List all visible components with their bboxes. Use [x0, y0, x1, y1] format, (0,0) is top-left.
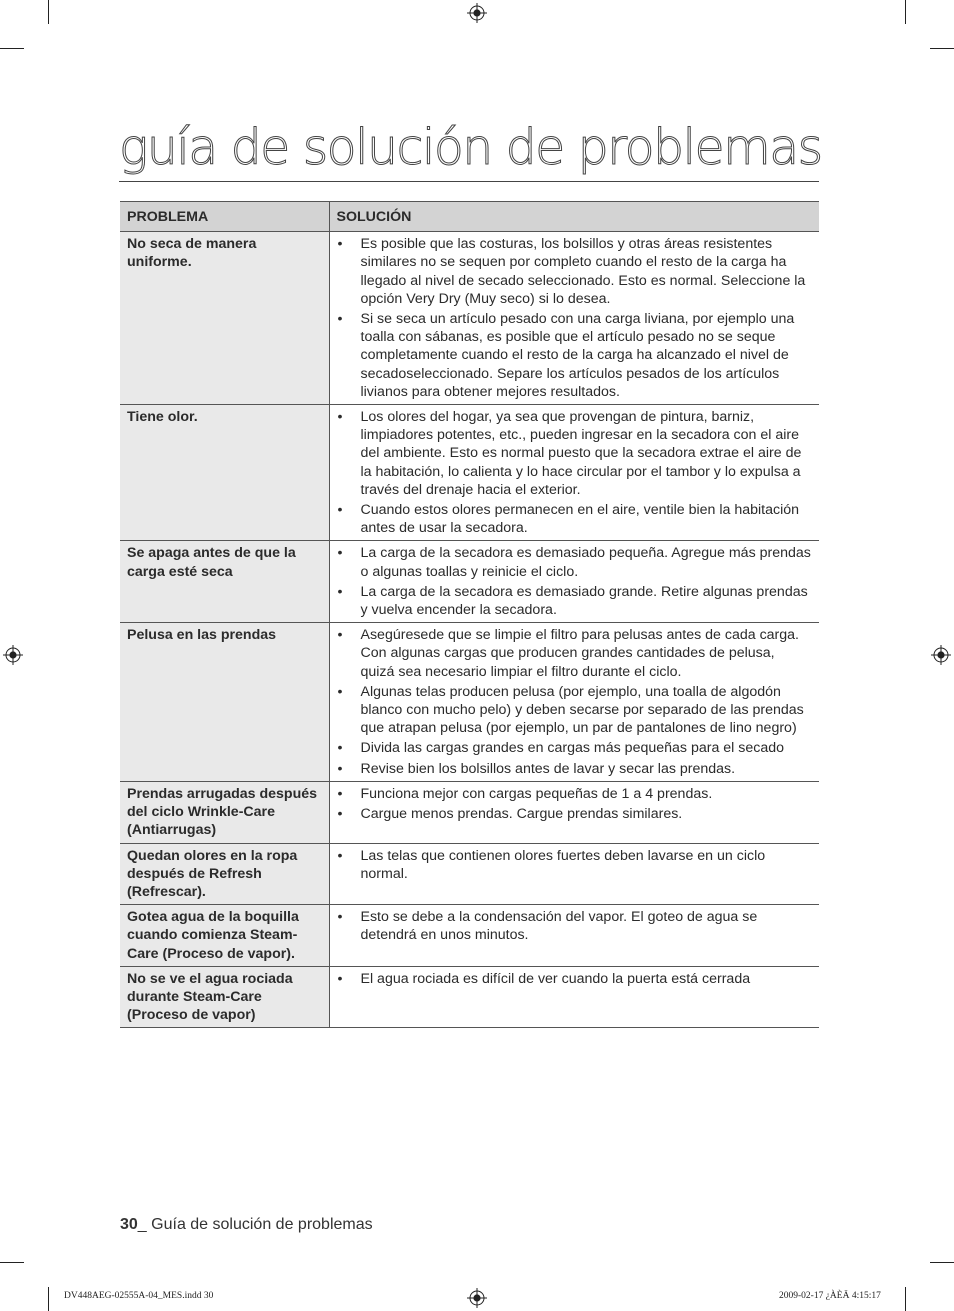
solution-item: • Revise bien los bolsillos antes de lavar y secar las prendas.: [337, 760, 813, 778]
page-title: guía de solución de problemas: [119, 119, 822, 176]
solution-item: • Es posible que las costuras, los bolsillos y otras áreas resistentes similares no se sequen por completo cuando el resto de la carga ha llegado al nivel de secado seleccionado. Esto es normal. Seleccione la opción Very Dry (Muy seco) si lo desea.: [337, 235, 813, 308]
solution-item: • Si se seca un artículo pesado con una carga liviana, por ejemplo una toalla con sábanas, es posible que el artículo pesado no se seque completamente cuando el resto de la carga ha alcanzado el nivel de secadoseleccionado. Separe los artículos pesados de los artículos livianos para obtener mejores resultados.: [337, 310, 813, 401]
problem-cell: No se ve el agua rociada durante Steam-Care (Proceso de vapor): [120, 966, 329, 1028]
crop-mark: [930, 1262, 954, 1263]
footer-section: Guía de solución de problemas: [146, 1216, 373, 1233]
solution-list: [337, 544, 813, 619]
solution-list: [337, 235, 813, 401]
solution-item: • Cargue menos prendas. Cargue prendas similares.: [337, 805, 813, 823]
table-header-row: [120, 202, 819, 232]
solution-list: [337, 785, 813, 823]
solution-cell: [329, 405, 819, 541]
registration-mark-icon: [3, 645, 23, 665]
solution-list: [337, 847, 813, 883]
solution-list: [337, 408, 813, 537]
solution-cell: [329, 623, 819, 782]
solution-cell: [329, 781, 819, 843]
crop-mark: [905, 0, 906, 24]
solution-cell: [329, 541, 819, 623]
solution-item: • El agua rociada es difícil de ver cuando la puerta está cerrada: [337, 970, 813, 988]
page-footer: [120, 1216, 373, 1234]
print-slug-timestamp: 2009-02-17 ¿ÀÈÄ 4:15:17: [779, 1291, 881, 1301]
crop-mark: [930, 48, 954, 49]
registration-mark-icon: [931, 645, 951, 665]
table-row: [120, 623, 819, 782]
troubleshooting-table: [120, 201, 819, 1028]
table-row: [120, 966, 819, 1028]
solution-list: [337, 626, 813, 778]
registration-mark-icon: [467, 1288, 487, 1308]
problem-cell: Pelusa en las prendas: [120, 623, 329, 782]
solution-item: • Las telas que contienen olores fuertes deben lavarse en un ciclo normal.: [337, 847, 813, 883]
print-slug-file: DV448AEG-02555A-04_MES.indd 30: [64, 1291, 214, 1301]
table-row: [120, 781, 819, 843]
table-body: [120, 232, 819, 1028]
solution-item: • Cuando estos olores permanecen en el aire, ventile bien la habitación antes de usar la secadora.: [337, 501, 813, 537]
footer-separator: _: [137, 1216, 147, 1233]
solution-cell: [329, 843, 819, 905]
problem-cell: Prendas arrugadas después del ciclo Wrinkle-Care (Antiarrugas): [120, 781, 329, 843]
table-row: [120, 843, 819, 905]
title-underline: [119, 181, 819, 182]
problem-cell: Se apaga antes de que la carga esté seca: [120, 541, 329, 623]
solution-item: • Funciona mejor con cargas pequeñas de 1 a 4 prendas.: [337, 785, 813, 803]
crop-mark: [905, 1287, 906, 1311]
header-problem: PROBLEMA: [120, 202, 329, 232]
solution-cell: [329, 232, 819, 405]
solution-list: [337, 970, 813, 988]
solution-item: • Los olores del hogar, ya sea que provengan de pintura, barniz, limpiadores potentes, etc., pueden ingresar en la secadora con el aire del ambiente. Esto es normal puesto que la secadora extrae el aire de la habitación, lo calienta y lo hace circular por el tambor y lo expulsa a través del drenaje hacia el exterior.: [337, 408, 813, 499]
header-solution: SOLUCIÓN: [329, 202, 819, 232]
solution-item: • Esto se debe a la condensación del vapor. El goteo de agua se detendrá en unos minutos.: [337, 908, 813, 944]
table-row: [120, 232, 819, 405]
problem-cell: Gotea agua de la boquilla cuando comienza Steam-Care (Proceso de vapor).: [120, 905, 329, 967]
problem-cell: Quedan olores en la ropa después de Refresh (Refrescar).: [120, 843, 329, 905]
table-row: [120, 405, 819, 541]
page-number: 30: [120, 1216, 138, 1233]
problem-cell: Tiene olor.: [120, 405, 329, 541]
crop-mark: [48, 1287, 49, 1311]
solution-item: • Asegúresede que se limpie el filtro para pelusas antes de cada carga. Con algunas cargas que producen grandes cantidades de pelusa, quizá sea necesario limpiar el filtro durante el ciclo.: [337, 626, 813, 681]
solution-cell: [329, 966, 819, 1028]
registration-mark-icon: [467, 3, 487, 23]
table-row: [120, 905, 819, 967]
crop-mark: [48, 0, 49, 24]
solution-cell: [329, 905, 819, 967]
table-row: [120, 541, 819, 623]
crop-mark: [0, 48, 24, 49]
solution-item: • Algunas telas producen pelusa (por ejemplo, una toalla de algodón blanco con mucho pelo) y deben secarse por separado de las prendas que atrapan pelusa (por ejemplo, un par de pantalones de lino negro): [337, 683, 813, 738]
crop-mark: [0, 1262, 24, 1263]
problem-cell: No seca de manera uniforme.: [120, 232, 329, 405]
solution-list: [337, 908, 813, 944]
solution-item: • La carga de la secadora es demasiado grande. Retire algunas prendas y vuelva encender la secadora.: [337, 583, 813, 619]
solution-item: • La carga de la secadora es demasiado pequeña. Agregue más prendas o algunas toallas y reinicie el ciclo.: [337, 544, 813, 580]
solution-item: • Divida las cargas grandes en cargas más pequeñas para el secado: [337, 739, 813, 757]
